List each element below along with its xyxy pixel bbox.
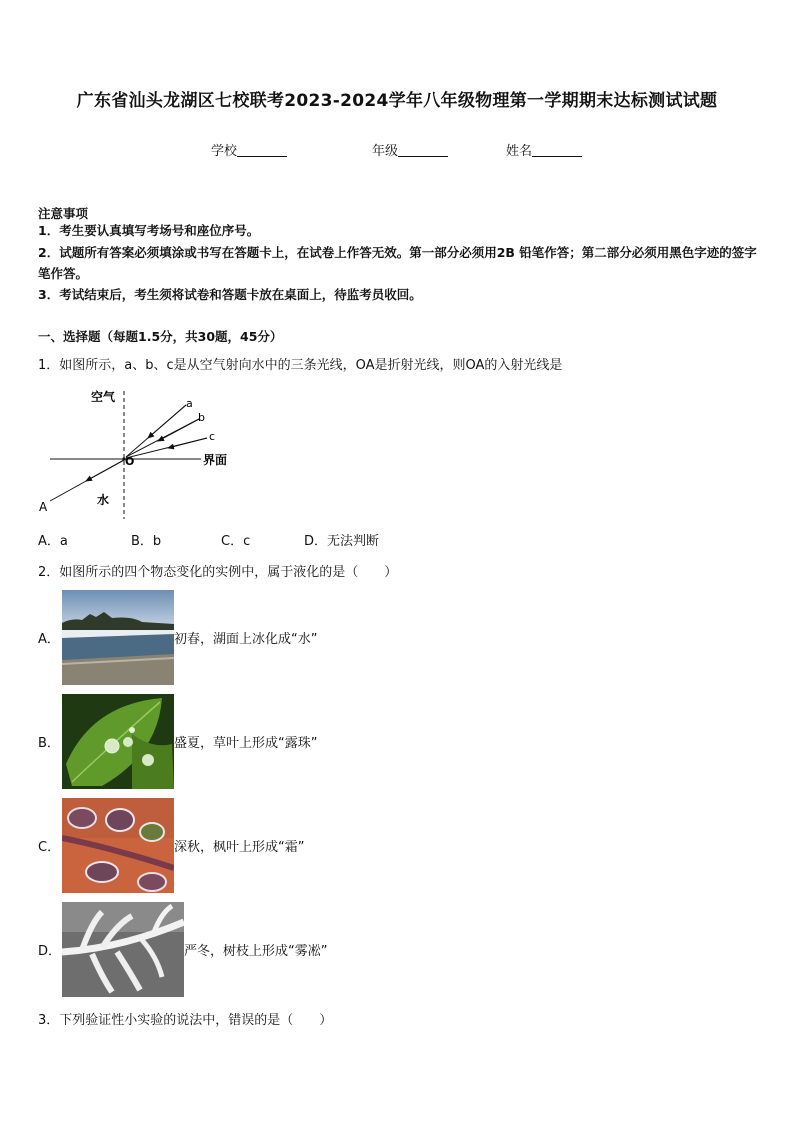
grade-blank[interactable] (398, 143, 448, 157)
water-label: 水 (97, 493, 110, 507)
q1-option-b[interactable]: B．b (131, 534, 162, 549)
q1-option-d[interactable]: D．无法判断 (304, 534, 380, 549)
note-item-2: 2．试题所有答案必须填涂或书写在答题卡上，在试卷上作答无效。第一部分必须用2B 铅笔作答；第二部分必须用黑色字迹的签字笔作答。 (38, 245, 757, 281)
grade-field[interactable] (372, 140, 448, 159)
q1-option-a[interactable]: A．a (38, 534, 68, 549)
note-item-3: 3．考试结束后，考生须将试卷和答题卡放在桌面上，待监考员收回。 (38, 287, 422, 302)
name-label: 姓名 (506, 144, 533, 159)
q2-option-d-caption: 严冬，树枝上形成“雾凇” (184, 944, 328, 959)
question-1-stem: 1．如图所示，a、b、c是从空气射向水中的三条光线，OA是折射光线，则OA的入射光线是 (38, 358, 563, 373)
name-blank[interactable] (532, 143, 582, 157)
school-label: 学校 (211, 144, 238, 159)
origin-label: O (125, 455, 135, 468)
question-3-stem: 3．下列验证性小实验的说法中，错误的是（ ） (38, 1013, 333, 1028)
q1-option-c[interactable]: C．c (221, 534, 251, 549)
q2-option-d-letter: D． (38, 944, 62, 959)
school-blank[interactable] (237, 143, 287, 157)
point-A-label: A (39, 500, 48, 514)
notes-heading: 注意事项 (38, 206, 89, 221)
note-item-1: 1．考生要认真填写考场号和座位序号。 (38, 223, 260, 238)
ray-b-label: b (198, 411, 205, 424)
section-heading: 一、选择题（每题1.5分，共30题，45分） (38, 329, 283, 344)
question-2-stem: 2．如图所示的四个物态变化的实例中，属于液化的是（ ） (38, 565, 398, 580)
interface-label: 界面 (203, 453, 228, 467)
ray-a-label: a (186, 397, 193, 410)
q2-option-b-caption: 盛夏，草叶上形成“露珠” (174, 736, 318, 751)
q2-option-c-letter: C． (38, 840, 61, 855)
q2-option-a-letter: A． (38, 632, 60, 647)
refraction-diagram (36, 383, 246, 523)
exam-title: 广东省汕头龙湖区七校联考2023-2024学年八年级物理第一学期期末达标测试试题 (76, 91, 718, 111)
rime-branch-photo (62, 902, 184, 997)
q2-option-c-caption: 深秋，枫叶上形成“霜” (174, 840, 305, 855)
ray-c-label: c (209, 430, 216, 443)
frost-leaf-photo (62, 798, 174, 893)
q2-option-b-letter: B． (38, 736, 60, 751)
lake-photo (62, 590, 174, 685)
school-field[interactable] (211, 140, 287, 159)
grade-label: 年级 (372, 144, 399, 159)
air-label: 空气 (91, 390, 116, 404)
name-field[interactable] (506, 140, 582, 159)
q2-option-a-caption: 初春，湖面上冰化成“水” (174, 632, 318, 647)
dew-leaf-photo (62, 694, 174, 789)
